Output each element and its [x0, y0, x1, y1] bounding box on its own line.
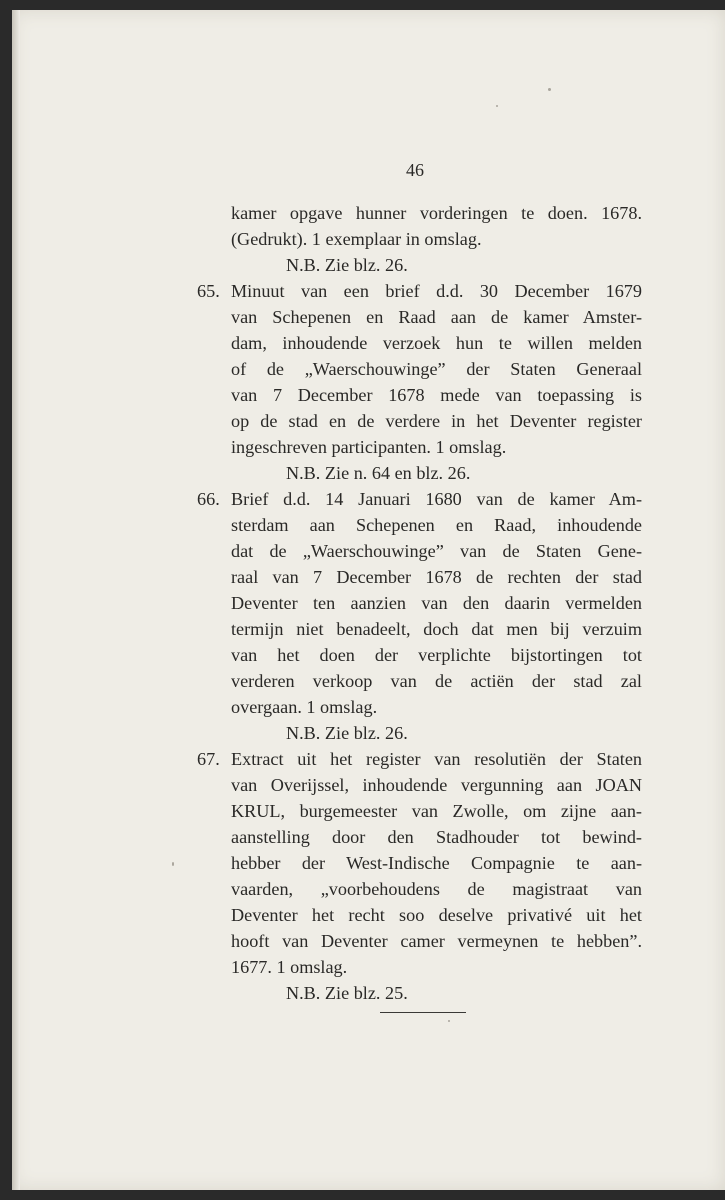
paper-speck — [172, 862, 174, 866]
intro-line: kamer opgave hunner vorderingen te doen. 1678. — [231, 203, 642, 223]
entry-line: hooft van Deventer camer vermeynen te hebben”. — [231, 931, 642, 951]
entry-line: KRUL, burgemeester van Zwolle, om zijne aan- — [231, 801, 642, 821]
entry-line: van het doen der verplichte bijstortingen tot — [231, 645, 642, 665]
section-divider — [380, 1012, 466, 1013]
entry-line: vaarden, „voorbehoudens de magistraat van — [231, 879, 642, 899]
paper-speck — [548, 88, 551, 91]
entry-note: N.B. Zie blz. 26. — [286, 723, 408, 743]
intro-line: (Gedrukt). 1 exemplaar in omslag. — [231, 229, 482, 249]
entry-line: hebber der West-Indische Compagnie te aan- — [231, 853, 642, 873]
entry-line: termijn niet benadeelt, doch dat men bij verzuim — [231, 619, 642, 639]
page-binding-edge — [12, 10, 20, 1190]
entry-note: N.B. Zie blz. 25. — [286, 983, 408, 1003]
entry-number: 66. — [197, 489, 220, 509]
intro-note: N.B. Zie blz. 26. — [286, 255, 408, 275]
entry-note: N.B. Zie n. 64 en blz. 26. — [286, 463, 471, 483]
entry-number: 67. — [197, 749, 220, 769]
entry-line: Extract uit het register van resolutiën der Staten — [231, 749, 642, 769]
entry-line: 1677. 1 omslag. — [231, 957, 348, 977]
entry-line: sterdam aan Schepenen en Raad, inhoudende — [231, 515, 642, 535]
entry-line: of de „Waerschouwinge” der Staten Generaal — [231, 359, 642, 379]
entry-line: Brief d.d. 14 Januari 1680 van de kamer Am- — [231, 489, 642, 509]
entry-line: aanstelling door den Stadhouder tot bewind- — [231, 827, 642, 847]
entry-line: Deventer ten aanzien van den daarin vermelden — [231, 593, 642, 613]
entry-line: overgaan. 1 omslag. — [231, 697, 378, 717]
paper-speck — [448, 1020, 450, 1022]
entry-line: ingeschreven participanten. 1 omslag. — [231, 437, 507, 457]
entry-line: van Schepenen en Raad aan de kamer Amster- — [231, 307, 642, 327]
entry-line: van 7 December 1678 mede van toepassing is — [231, 385, 642, 405]
entry-line: dat de „Waerschouwinge” van de Staten Gene- — [231, 541, 642, 561]
entry-line: van Overijssel, inhoudende vergunning aan JOAN — [231, 775, 642, 795]
entry-line: verderen verkoop van de actiën der stad zal — [231, 671, 642, 691]
entry-line: op de stad en de verdere in het Deventer register — [231, 411, 642, 431]
entry-line: raal van 7 December 1678 de rechten der stad — [231, 567, 642, 587]
entry-line: Minuut van een brief d.d. 30 December 1679 — [231, 281, 642, 301]
page-number: 46 — [406, 160, 424, 180]
entry-number: 65. — [197, 281, 220, 301]
entry-line: dam, inhoudende verzoek hun te willen melden — [231, 333, 642, 353]
entry-line: Deventer het recht soo deselve privativé uit het — [231, 905, 642, 925]
paper-speck — [496, 105, 498, 107]
